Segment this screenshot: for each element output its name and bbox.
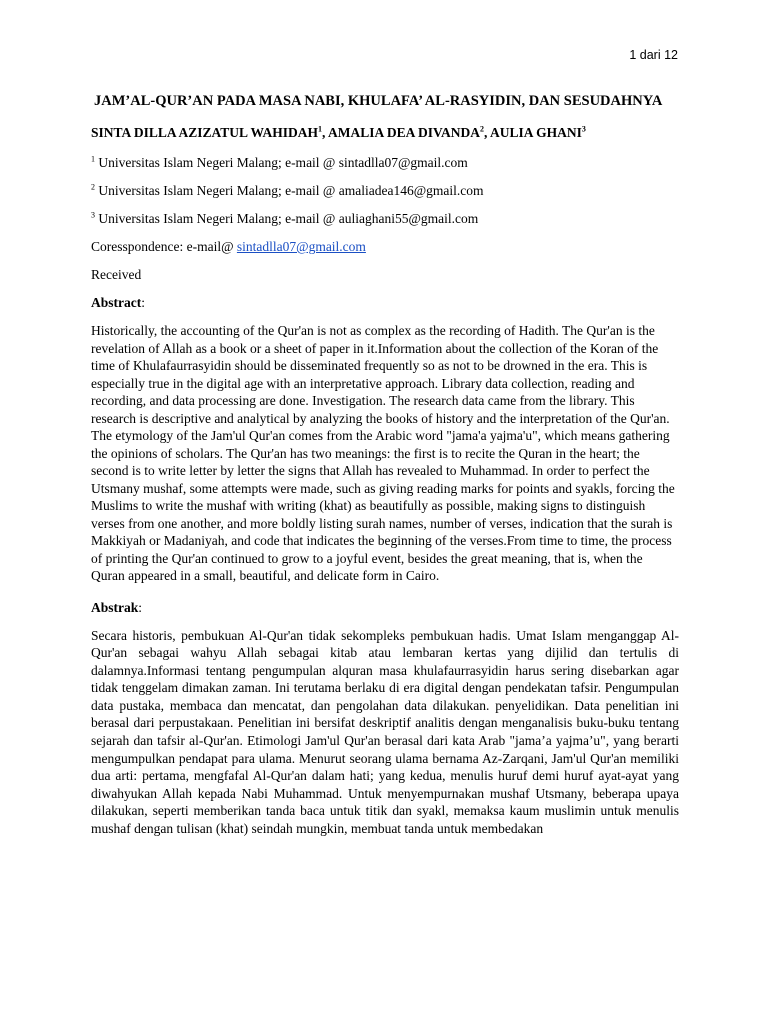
author-list: [91, 124, 679, 142]
abstract-heading-text: Abstract: [91, 295, 142, 310]
paper-title: JAM’AL-QUR’AN PADA MASA NABI, KHULAFA’ AL-RASYIDIN, DAN SESUDAHNYA: [94, 93, 663, 109]
affiliation-2: [91, 182, 679, 199]
affiliation-superscript: 2: [91, 182, 95, 192]
abstrak-heading-colon: :: [138, 599, 143, 615]
affiliation-superscript: 3: [91, 210, 95, 220]
author-name: AULIA GHANI: [490, 125, 582, 140]
abstrak-indonesian-text: Secara historis, pembukuan Al-Qur'an tidak sekompleks pembukuan hadis. Umat Islam menganggap Al-Qur'an sebagai wahyu Allah sebagai kitab atau lembaran kertas yang dijilid dan tertulis di dalamnya.Informasi tentang pengumpulan alquran masa khulafaurrasyidin harus sering disebarkan agar tidak tenggelam dimakan zaman. Ini terutama berlaku di era digital dengan pendekatan tafsir. Pengumpulan data pustaka, membaca dan mencatat, dan pengolahan data dilakukan. penyelidikan. Data penelitian ini berasal dari perpustakaan. Penelitian ini bersifat deskriptif analitis dengan menganalisis buku-buku tentang sejarah dan tafsir al-Qur'an. Etimologi Jam'ul Qur'an berasal dari kata Arab "jama’a yajma’u", yang berarti mengumpulkan pendapat para ulama. Menurut seorang ulama bernama Az-Zarqani, Jam'ul Qur'an memiliki dua arti: pertama, mengfafal Al-Qur'an dalam hati; yang kedua, menulis huruf demi huruf ayat-ayat yang diwahyukan Allah kepada Nabi Muhammad. Untuk menyempurnakan mushaf Utsmany, beberapa upaya dilakukan, seperti memberikan tanda baca untuk titik dan syakl, memaksa kaum muslimin untuk menulis mushaf dengan tulisan (khat) seindah mungkin, membuat tanda untuk membedakan: [91, 627, 679, 837]
author-superscript: 2: [480, 124, 484, 134]
abstrak-heading: [91, 599, 679, 616]
page-number: 1 dari 12: [629, 48, 678, 62]
author-separator: ,: [484, 125, 491, 140]
affiliation-text: Universitas Islam Negeri Malang; e-mail @ amaliadea146@gmail.com: [98, 183, 484, 198]
author-name: SINTA DILLA AZIZATUL WAHIDAH: [91, 125, 318, 140]
abstract-heading-colon: :: [141, 295, 146, 310]
author-separator: ,: [321, 125, 328, 140]
abstract-heading: [91, 294, 679, 311]
correspondence-email-link[interactable]: sintadlla07@gmail.com: [236, 239, 366, 254]
abstrak-heading-text: Abstrak: [91, 599, 139, 615]
author-name: AMALIA DEA DIVANDA: [327, 125, 480, 140]
affiliation-text: Universitas Islam Negeri Malang; e-mail @ sintadlla07@gmail.com: [98, 155, 468, 170]
correspondence: [91, 238, 679, 255]
author-superscript: 3: [581, 124, 586, 134]
abstract-english-text: Historically, the accounting of the Qur'an is not as complex as the recording of Hadith. The Qur'an is the revelation of Allah as a book or a sheet of paper in it.Information about the collection of the Koran of the time of Khulafaurrasyidin should be disseminated frequently so as not to be drowned in the era. This is especially true in the digital age with an interpretative approach. Library data collection, reading and recording, and data processing are done. Investigation. The research data came from the library. This research is descriptive and analytical by analyzing the books of history and the interpretation of the Qur'an. The etymology of the Jam'ul Qur'an comes from the Arabic word "jama'a yajma'u", which means gathering the opinions of scholars. The Qur'an has two meanings: the first is to recite the Quran in the heart; the second is to write letter by letter the signs that Allah has revealed to Muhammad. In order to perfect the Utsmany mushaf, some attempts were made, such as giving reading marks for points and syakls, forcing the Muslims to write the mushaf with writing (khat) as beautifully as possible, making signs to distinguish verses from one another, and more boldly listing surah names, number of verses, indication that the surah is Makkiyah or Madaniyah, and code that indicates the beginning of the verses.From time to time, the process of printing the Qur'an continued to grow to a joyful event, besides the great meaning, that is, when the Quran appeared in a small, beautiful, and delicate form in Cairo.: [91, 323, 675, 583]
correspondence-label: Coresspondence: e-mail@: [91, 239, 237, 254]
affiliation-3: [91, 210, 679, 227]
affiliation-text: Universitas Islam Negeri Malang; e-mail @ auliaghani55@gmail.com: [98, 211, 479, 226]
author-superscript: 1: [317, 124, 322, 134]
affiliation-superscript: 1: [91, 154, 95, 164]
document-body: [91, 92, 679, 838]
received-label: Received: [91, 267, 142, 282]
affiliation-1: [91, 154, 679, 171]
